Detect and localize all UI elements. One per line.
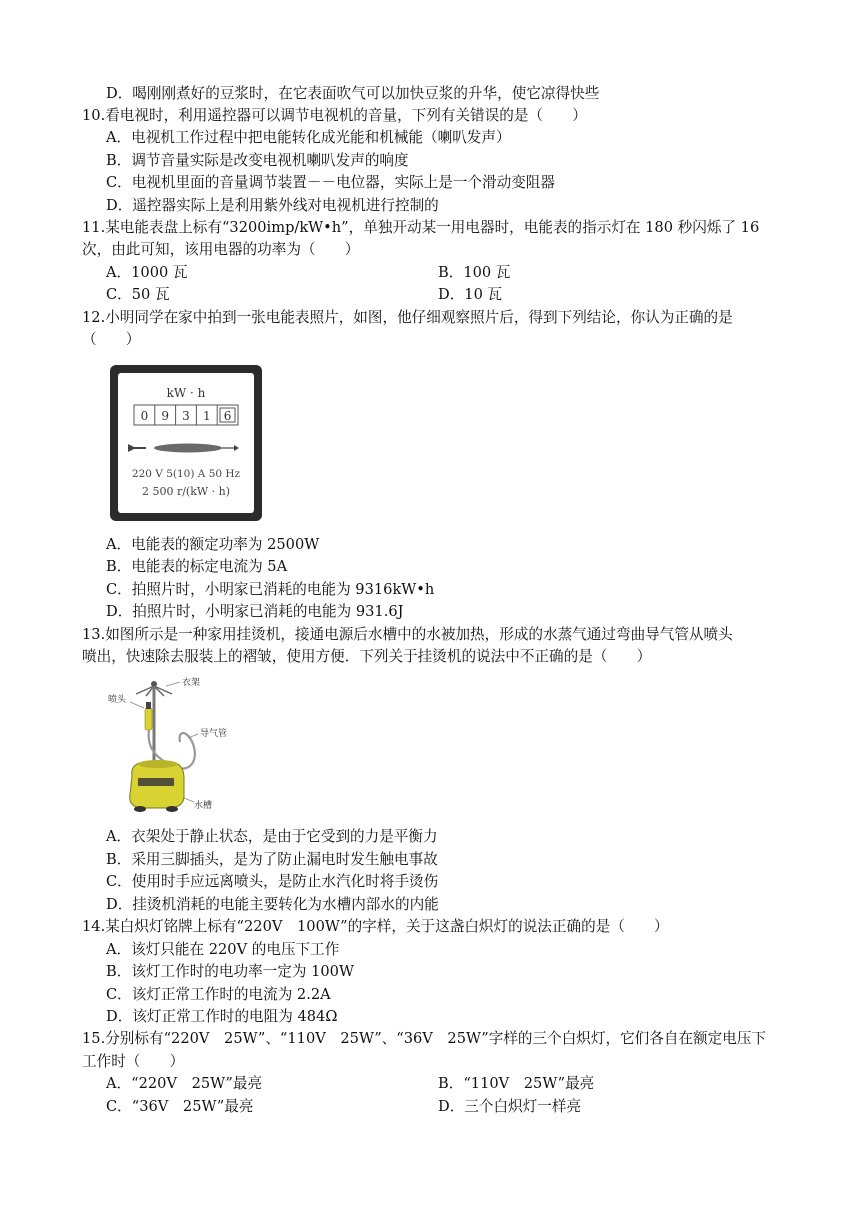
- q11-option-b: B．100 瓦: [438, 264, 511, 281]
- q15-stem-line2: 工作时（ ）: [82, 1053, 185, 1070]
- q11-stem-line2: 次，由此可知，该用电器的功率为（ ）: [82, 241, 360, 258]
- q13-option-c: C．使用时手应远离喷头，是防止水汽化时将手烫伤: [106, 873, 439, 890]
- label-tube: 导气管: [200, 729, 228, 739]
- water-tank-icon: [130, 760, 184, 812]
- q14-option-a: A．该灯只能在 220V 的电压下工作: [106, 941, 340, 958]
- q14-option-d: D．该灯正常工作时的电阻为 484Ω: [106, 1008, 338, 1025]
- q13-option-b: B．采用三脚插头，是为了防止漏电时发生触电事故: [106, 851, 438, 868]
- meter-digit: 6: [223, 409, 232, 423]
- q12-option-a: A．电能表的额定功率为 2500W: [106, 536, 320, 553]
- q12-option-d: D．拍照片时，小明家已消耗的电能为 931.6J: [106, 603, 404, 620]
- q13-stem-line2: 喷出，快速除去服装上的褶皱，使用方便．下列关于挂烫机的说法中不正确的是（ ）: [82, 648, 652, 665]
- garment-steamer-figure: [106, 672, 236, 818]
- q11-option-c: C．50 瓦: [106, 286, 170, 303]
- q15-option-b: B．“110V 25W”最亮: [438, 1075, 595, 1092]
- meter-digit: 1: [202, 409, 211, 423]
- q11-option-d: D．10 瓦: [438, 286, 503, 303]
- label-hanger: 衣架: [182, 678, 201, 688]
- q13-stem-line1: 13.如图所示是一种家用挂烫机，接通电源后水槽中的水被加热，形成的水蒸气通过弯曲导气管从喷头: [82, 626, 733, 643]
- q11-option-a: A．1000 瓦: [106, 264, 188, 281]
- q12-option-b: B．电能表的标定电流为 5A: [106, 558, 288, 575]
- q15-option-a: A．“220V 25W”最亮: [106, 1075, 263, 1092]
- meter-digit: 3: [182, 409, 190, 423]
- label-nozzle: 喷头: [108, 695, 127, 705]
- q12-option-c: C．拍照片时，小明家已消耗的电能为 9316kW•h: [106, 581, 435, 598]
- q15-option-c: C．“36V 25W”最亮: [106, 1098, 254, 1115]
- meter-digit: 0: [140, 409, 149, 423]
- q10-option-c: C．电视机里面的音量调节装置－－电位器，实际上是一个滑动变阻器: [106, 174, 555, 191]
- q10-option-a: A．电视机工作过程中把电能转化成光能和机械能（喇叭发声）: [106, 129, 511, 146]
- q13-option-a: A．衣架处于静止状态，是由于它受到的力是平衡力: [106, 828, 438, 845]
- q11-stem-line1: 11.某电能表盘上标有“3200imp/kW•h”，单独开动某一用电器时，电能表的指示灯在 180 秒闪烁了 16: [82, 219, 760, 236]
- q10-option-d: D．遥控器实际上是利用紫外线对电视机进行控制的: [106, 197, 439, 214]
- q12-stem-line1: 12.小明同学在家中拍到一张电能表照片，如图，他仔细观察照片后，得到下列结论，你认为正确的是: [82, 309, 733, 326]
- nozzle-icon: [145, 702, 152, 730]
- meter-digit: 9: [161, 409, 170, 423]
- q15-stem-line1: 15.分别标有“220V 25W”、“110V 25W”、“36V 25W”字样的三个白炽灯，它们各自在额定电压下: [82, 1030, 767, 1047]
- q13-option-d: D．挂烫机消耗的电能主要转化为水槽内部水的内能: [106, 896, 439, 913]
- q12-stem-line2: （ ）: [82, 331, 141, 348]
- meter-spec-revolutions: 2 500 r/(kW · h): [141, 485, 231, 498]
- q14-option-c: C．该灯正常工作时的电流为 2.2A: [106, 986, 331, 1003]
- q9-option-d: D．喝刚刚煮好的豆浆时，在它表面吹气可以加快豆浆的升华，使它凉得快些: [106, 85, 600, 102]
- meter-spec-voltage: 220 V 5(10) A 50 Hz: [131, 468, 241, 480]
- q15-option-d: D．三个白炽灯一样亮: [438, 1098, 582, 1115]
- q10-option-b: B．调节音量实际是改变电视机喇叭发声的响度: [106, 152, 409, 169]
- q14-option-b: B．该灯工作时的电功率一定为 100W: [106, 963, 354, 980]
- q10-stem: 10.看电视时，利用遥控器可以调节电视机的音量，下列有关错误的是（ ）: [82, 107, 587, 124]
- label-tank: 水槽: [194, 801, 213, 811]
- q14-stem: 14.某白炽灯铭牌上标有“220V 100W”的字样，关于这盏白炽灯的说法正确的是（ ）: [82, 918, 669, 935]
- electric-meter-figure: [108, 363, 264, 523]
- meter-unit-label: kW · h: [166, 386, 206, 400]
